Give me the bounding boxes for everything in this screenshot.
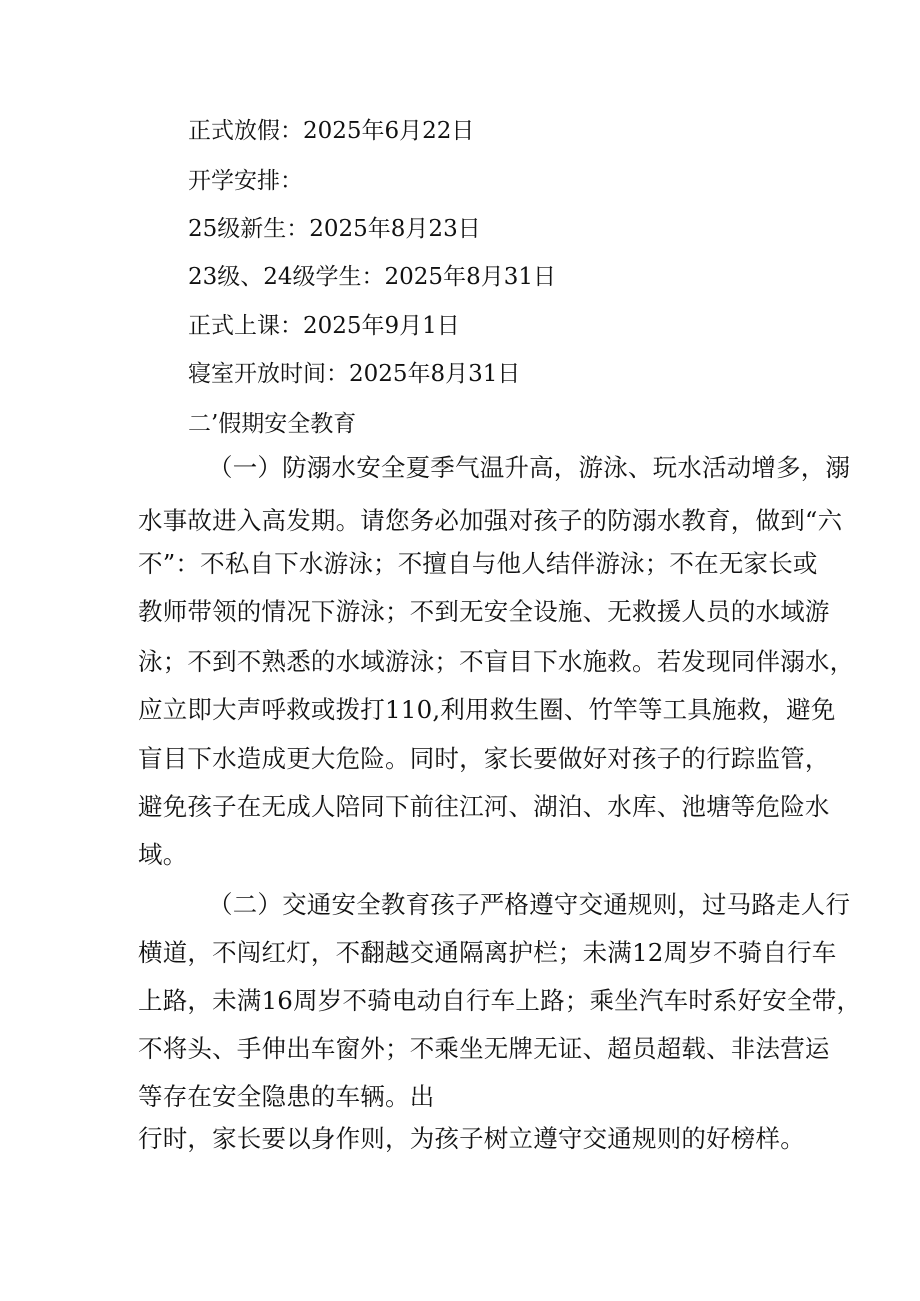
school-start-heading: 开学安排： <box>188 168 303 194</box>
paragraph-line: 水事故进入高发期。请您务必加强对孩子的防溺水教育，做到“六 <box>138 506 843 535</box>
paragraph-line: 泳；不到不熟悉的水域游泳；不盲目下水施救。若发现同伴溺水， <box>138 647 855 676</box>
paragraph-line: 不”：不私自下水游泳；不擅自与他人结伴游泳；不在无家长或 <box>138 549 818 578</box>
paragraph-line: 避免孩子在无成人陪同下前往江河、湖泊、水库、池塘等危险水 <box>138 792 830 821</box>
paragraph-line: 教师带领的情况下游泳；不到无安全设施、无救援人员的水域游 <box>138 597 830 626</box>
paragraph-line: 应立即大声呼救或拨打110,利用救生圈、竹竿等工具施救，避免 <box>138 695 836 724</box>
freshmen-date-line: 25级新生：2025年8月23日 <box>188 216 481 242</box>
paragraph-line: 盲目下水造成更大危险。同时，家长要做好对孩子的行踪监管， <box>138 744 830 773</box>
paragraph-line: 不将头、手伸出车窗外；不乘坐无牌无证、超员超载、非法营运 <box>138 1034 830 1063</box>
paragraph-line: 行时，家长要以身作则，为孩子树立遵守交通规则的好榜样。 <box>138 1124 805 1153</box>
section-two-heading: 二’假期安全教育 <box>188 411 357 437</box>
classes-begin-date-line: 正式上课：2025年9月1日 <box>188 313 460 339</box>
paragraph-line: 等存在安全隐患的车辆。出 <box>138 1082 435 1111</box>
paragraph-line: 横道，不闯红灯，不翻越交通隔离护栏；未满12周岁不骑自行车 <box>138 938 837 967</box>
holiday-date-line: 正式放假：2025年6月22日 <box>188 118 475 144</box>
dorm-open-date-line: 寝室开放时间：2025年8月31日 <box>188 361 521 387</box>
paragraph-line: （二）交通安全教育孩子严格遵守交通规则，过马路走人行 <box>208 890 851 919</box>
paragraph-line: 上路，未满16周岁不骑电动自行车上路；乘坐汽车时系好安全带， <box>138 986 862 1015</box>
paragraph-line: 域。 <box>138 840 188 869</box>
returning-students-date-line: 23级、24级学生：2025年8月31日 <box>188 264 556 290</box>
paragraph-line: （一）防溺水安全夏季气温升高，游泳、玩水活动增多，溺 <box>208 453 851 482</box>
